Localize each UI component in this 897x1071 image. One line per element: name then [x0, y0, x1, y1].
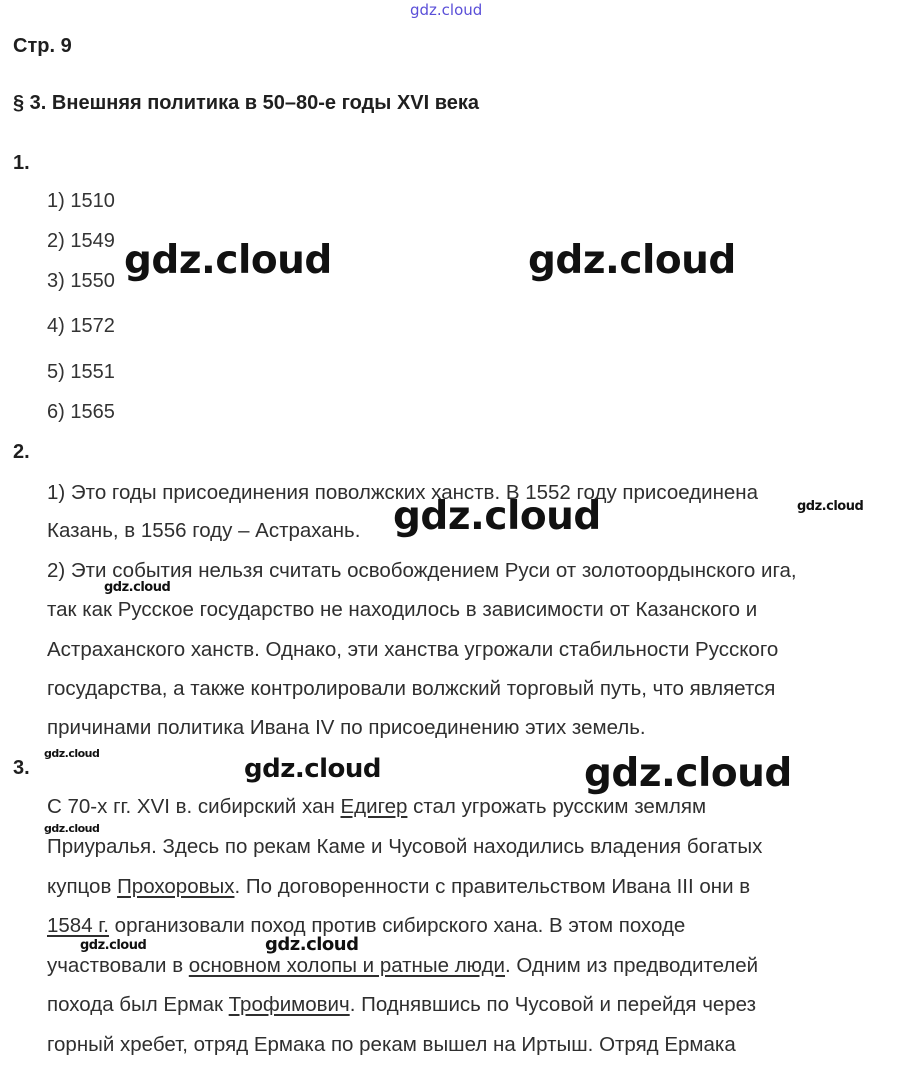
task-1-number: 1.	[13, 152, 30, 174]
task-2-number: 2.	[13, 441, 30, 463]
task-1-item: 6) 1565	[47, 401, 115, 423]
watermark: gdz.cloud	[124, 238, 332, 283]
watermark: gdz.cloud	[104, 580, 171, 595]
task-1-item: 3) 1550	[47, 270, 115, 292]
task-2-line: 2) Эти события нельзя считать освобождением Руси от золотоордынского ига,	[47, 559, 797, 582]
task-1-item: 4) 1572	[47, 315, 115, 337]
page-label: Стр. 9	[13, 35, 72, 57]
watermark: gdz.cloud	[265, 934, 359, 955]
task-2-line: так как Русское государство не находилось в зависимости от Казанского и	[47, 598, 758, 621]
task-3-line: 1584 г. организовали поход против сибирского хана. В этом походе	[47, 914, 686, 937]
task-3-number: 3.	[13, 757, 30, 779]
task-1-item: 2) 1549	[47, 230, 115, 252]
underlined-answer: Прохоровых	[117, 875, 235, 898]
task-2-line: причинами политика Ивана IV по присоединению этих земель.	[47, 716, 646, 739]
task-3-line: С 70-х гг. XVI в. сибирский хан Едигер стал угрожать русским землям	[47, 795, 707, 818]
underlined-answer: основном холопы и ратные люди	[188, 954, 506, 977]
watermark: gdz.cloud	[44, 822, 100, 835]
task-3-line: Приуралья. Здесь по рекам Каме и Чусовой находились владения богатых	[47, 835, 763, 858]
watermark: gdz.cloud	[797, 499, 864, 514]
task-3-line: горный хребет, отряд Ермака по рекам вышел на Иртыш. Отряд Ермака	[47, 1033, 736, 1056]
task-3-line: участвовали в основном холопы и ратные люди. Одним из предводителей	[47, 954, 759, 977]
watermark: gdz.cloud	[528, 238, 736, 283]
task-2-line: 1) Это годы присоединения поволжских ханств. В 1552 году присоединена	[47, 481, 759, 504]
watermark-top: gdz.cloud	[410, 1, 483, 19]
watermark: gdz.cloud	[80, 938, 147, 953]
watermark: gdz.cloud	[244, 754, 382, 784]
watermark: gdz.cloud	[393, 494, 601, 539]
task-3-line: купцов Прохоровых. По договоренности с правительством Ивана III они в	[47, 875, 751, 898]
task-2-line: государства, а также контролировали волжский торговый путь, что является	[47, 677, 776, 700]
underlined-answer: Трофимович	[228, 993, 350, 1016]
underlined-answer: 1584 г.	[47, 914, 109, 937]
watermark: gdz.cloud	[44, 747, 100, 760]
section-title: § 3. Внешняя политика в 50–80-е годы XVI века	[13, 92, 480, 114]
task-1-item: 5) 1551	[47, 361, 115, 383]
task-3-line: похода был Ермак Трофимович. Поднявшись по Чусовой и перейдя через	[47, 993, 757, 1016]
underlined-answer: Едигер	[340, 795, 408, 818]
watermark: gdz.cloud	[584, 751, 792, 796]
task-1-item: 1) 1510	[47, 190, 115, 212]
task-2-line: Казань, в 1556 году – Астрахань.	[47, 519, 361, 542]
task-2-line: Астраханского ханств. Однако, эти ханства угрожали стабильности Русского	[47, 638, 779, 661]
